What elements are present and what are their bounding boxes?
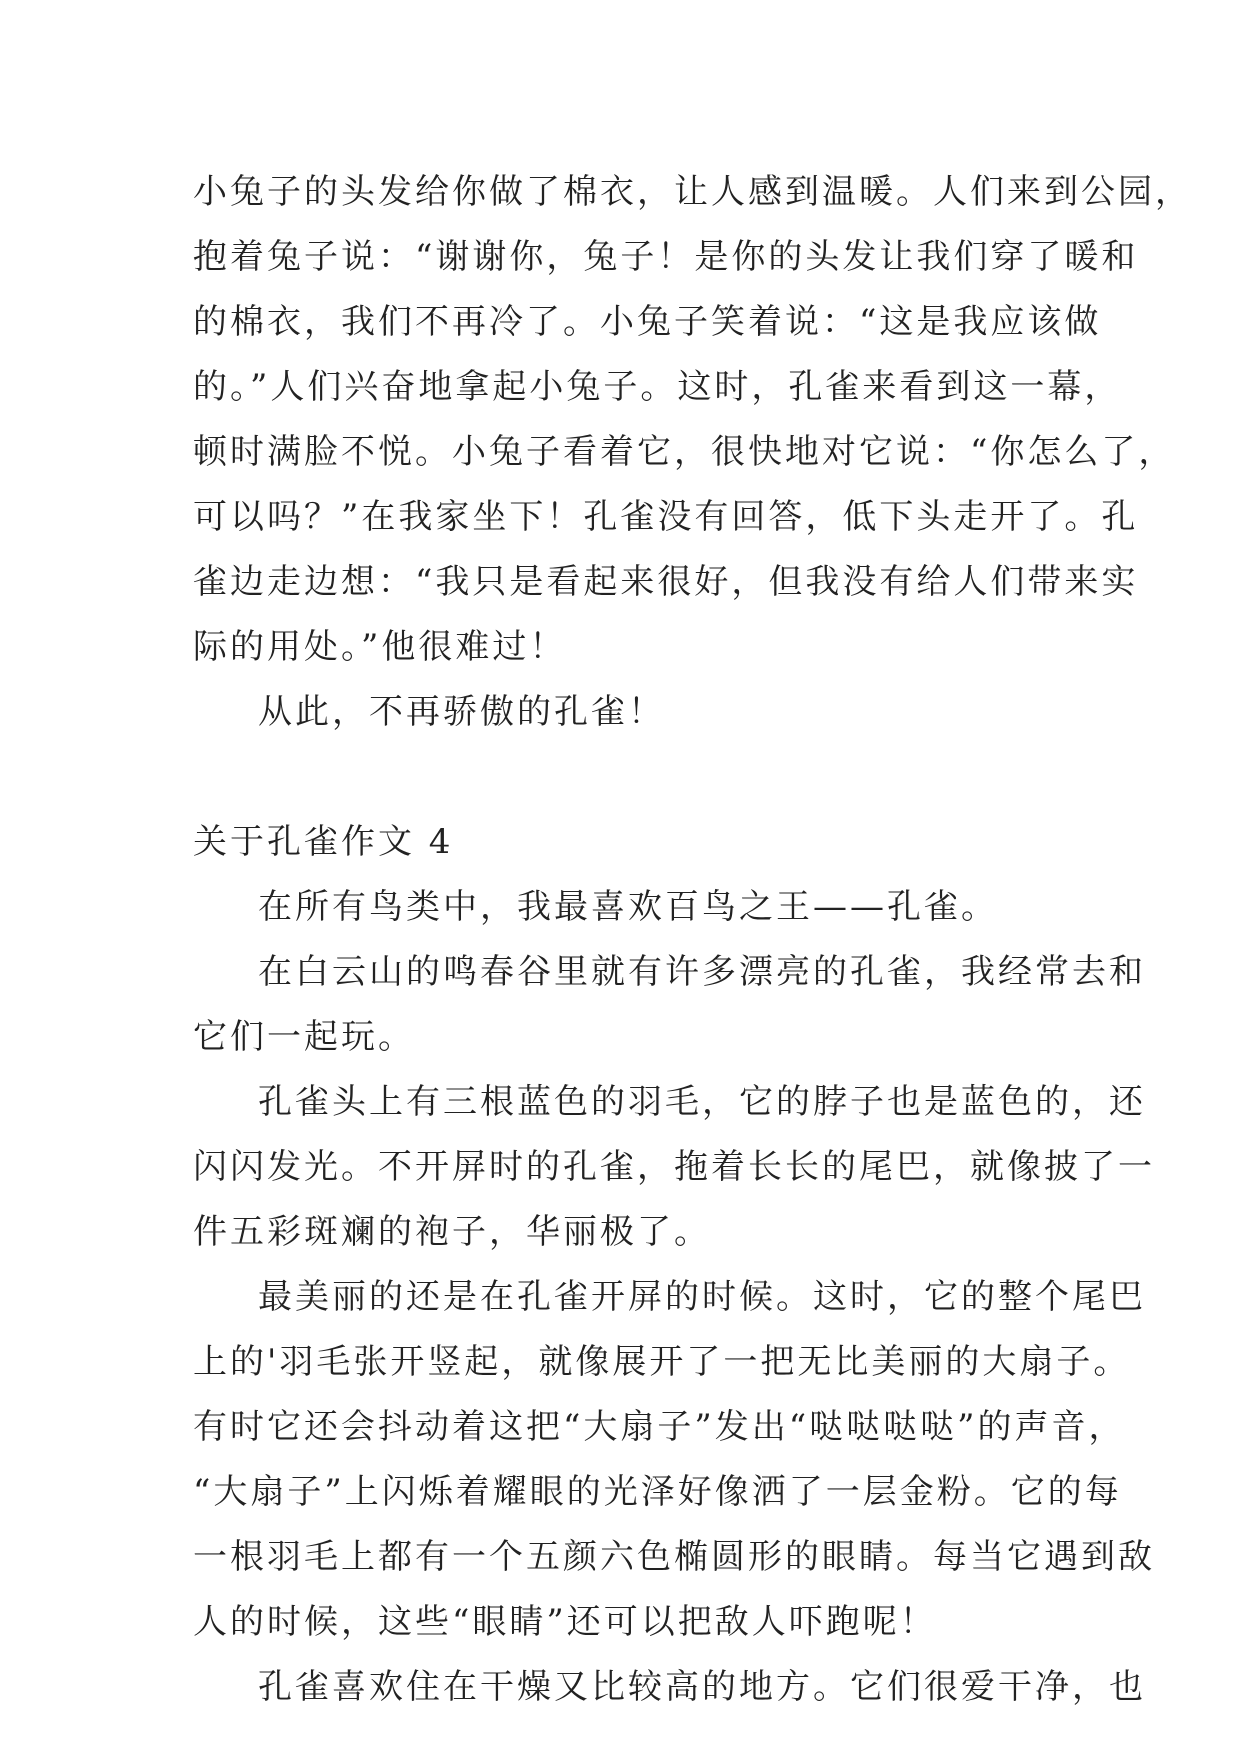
text-line: 可以吗？”在我家坐下！孔雀没有回答，低下头走开了。孔 xyxy=(193,497,1139,537)
paragraph-5 xyxy=(193,1655,1146,1720)
paragraph-3 xyxy=(193,1070,1155,1265)
text-line: 有时它还会抖动着这把“大扇子”发出“哒哒哒哒”的声音， xyxy=(193,1407,1126,1447)
essay-heading: 关于孔雀作文 4 xyxy=(193,822,454,862)
text-line: 一根羽毛上都有一个五颜六色椭圆形的眼睛。每当它遇到敌 xyxy=(193,1537,1155,1577)
section-gap xyxy=(193,745,1073,810)
text-line: 雀边走边想：“我只是看起来很好，但我没有给人们带来实 xyxy=(193,562,1139,602)
text-line: 它们一起玩。 xyxy=(193,1017,415,1057)
text-line: 上的'羽毛张开竖起，就像展开了一把无比美丽的大扇子。 xyxy=(193,1342,1131,1382)
story-continuation-paragraph xyxy=(193,160,1192,680)
text-line: 闪闪发光。不开屏时的孔雀，拖着长长的尾巴，就像披了一 xyxy=(193,1147,1155,1187)
text-line: 际的用处。”他很难过！ xyxy=(193,627,567,667)
text-line: 件五彩斑斓的袍子，华丽极了。 xyxy=(193,1212,711,1252)
paragraph-1: 在所有鸟类中，我最喜欢百鸟之王——孔雀。 xyxy=(258,887,998,927)
text-line: 抱着兔子说：“谢谢你，兔子！是你的头发让我们穿了暖和 xyxy=(193,237,1139,277)
paragraph-2 xyxy=(193,940,1146,1070)
text-line: 小兔子的头发给你做了棉衣，让人感到温暖。人们来到公园， xyxy=(193,172,1192,212)
text-line: 在白云山的鸣春谷里就有许多漂亮的孔雀，我经常去和 xyxy=(258,952,1146,992)
text-line: 孔雀头上有三根蓝色的羽毛，它的脖子也是蓝色的，还 xyxy=(258,1082,1146,1122)
text-line: 人的时候，这些“眼睛”还可以把敌人吓跑呢！ xyxy=(193,1602,937,1642)
text-line: 的棉衣，我们不再冷了。小兔子笑着说：“这是我应该做 xyxy=(193,302,1102,342)
paragraph-4 xyxy=(193,1265,1155,1655)
text-line: 最美丽的还是在孔雀开屏的时候。这时，它的整个尾巴 xyxy=(258,1277,1146,1317)
text-line: 顿时满脸不悦。小兔子看着它，很快地对它说：“你怎么了， xyxy=(193,432,1176,472)
text-line: 孔雀喜欢住在干燥又比较高的地方。它们很爱干净，也 xyxy=(258,1667,1146,1707)
closing-line: 从此，不再骄傲的孔雀！ xyxy=(258,692,665,732)
text-line: 的。”人们兴奋地拿起小兔子。这时，孔雀来看到这一幕， xyxy=(193,367,1122,407)
text-line: “大扇子”上闪烁着耀眼的光泽好像洒了一层金粉。它的每 xyxy=(193,1472,1122,1512)
document-body xyxy=(193,160,1192,1720)
